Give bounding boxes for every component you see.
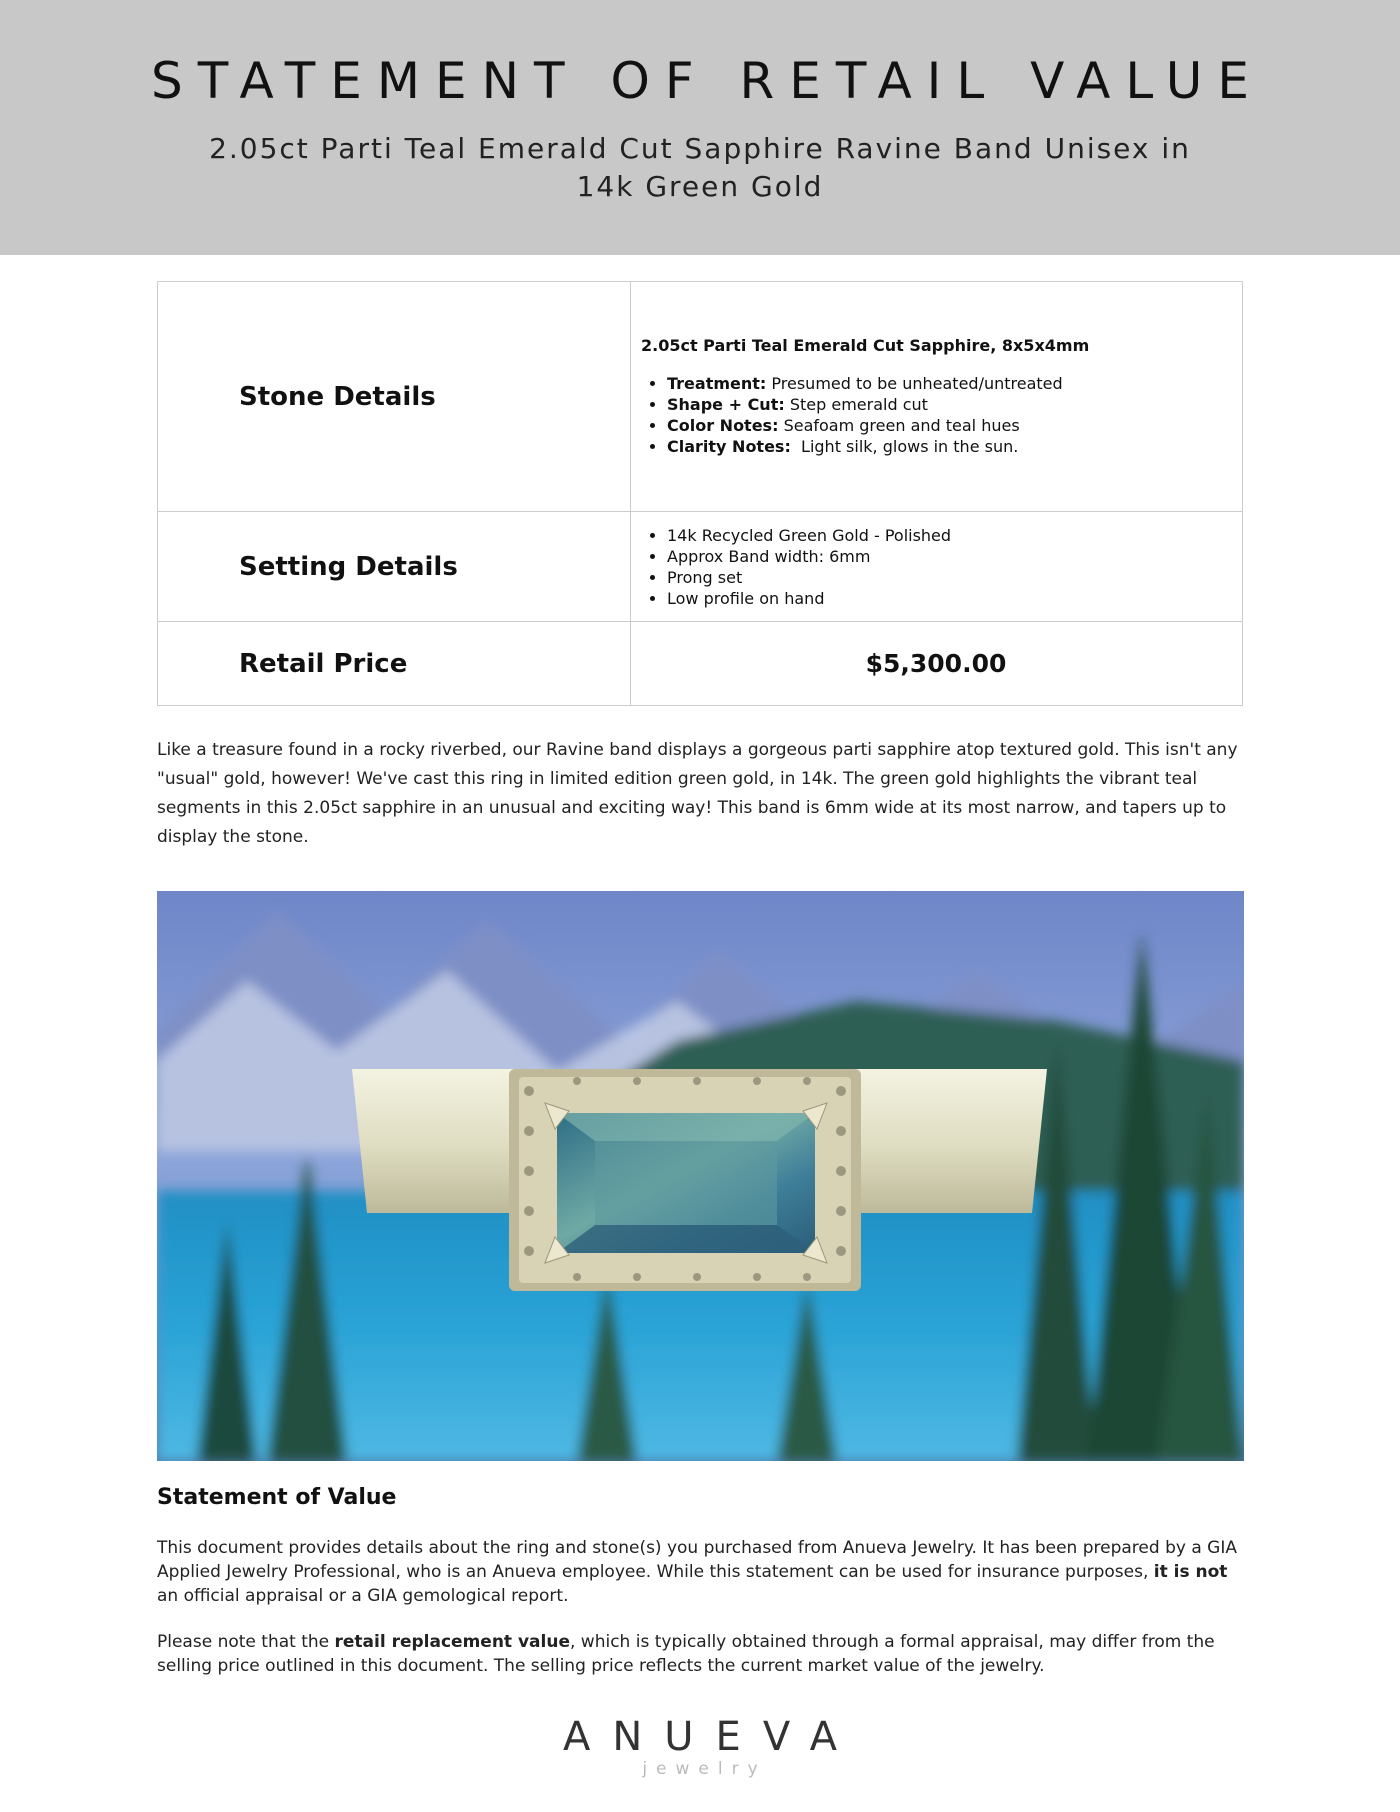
logo-subtext: jewelry bbox=[642, 1759, 767, 1779]
list-item: • Prong set bbox=[667, 567, 1241, 588]
product-description: Like a treasure found in a rocky riverbed, our Ravine band displays a gorgeous parti sapphire atop textured gold. This isn't any "usual" gold, however! We've cast this ring in limited edition green gold, in 14k. The green gold highlights the vibrant teal segments in this 2.05ct sapphire in an unusual and exciting way! This band is 6mm wide at its most narrow, and tapers up to display the stone. bbox=[157, 740, 1238, 847]
document-header bbox=[0, 0, 1400, 255]
statement-text: , which is typically obtained through a formal appraisal, may differ from the selling price outlined in this document. The selling price reflects the current market value of the jewelry. bbox=[157, 1632, 1215, 1676]
document-subtitle: 2.05ct Parti Teal Emerald Cut Sapphire Ravine Band Unisex in 14k Green Gold bbox=[209, 132, 1191, 203]
stone-details-list bbox=[641, 373, 1241, 457]
setting-details-list bbox=[641, 525, 1241, 609]
statement-emphasis: it is not bbox=[1153, 1562, 1228, 1582]
statement-paragraph-2 bbox=[157, 1630, 1247, 1678]
setting-details-row bbox=[158, 512, 1243, 622]
statement-text: This document provides details about the ring and stone(s) you purchased from Anueva Jewelry. It has been prepared by a GIA Applied Jewelry Professional, who is an Anueva employee. While this statement can be used for insurance purposes, bbox=[157, 1538, 1237, 1582]
statement-heading: Statement of Value bbox=[157, 1485, 397, 1510]
list-item: • Low profile on hand bbox=[667, 588, 1241, 609]
clarity-notes-value: Light silk, glows in the sun. bbox=[790, 437, 1019, 456]
retail-price-label: Retail Price bbox=[158, 622, 631, 706]
stone-heading: 2.05ct Parti Teal Emerald Cut Sapphire, 8x5x4mm bbox=[641, 336, 1090, 355]
retail-price-row bbox=[158, 622, 1243, 706]
list-item: • Approx Band width: 6mm bbox=[667, 546, 1241, 567]
list-item: • 14k Recycled Green Gold - Polished bbox=[667, 525, 1241, 546]
setting-details-label: Setting Details bbox=[158, 512, 631, 622]
retail-price-value: $5,300.00 bbox=[631, 622, 1243, 706]
color-notes-value: Seafoam green and teal hues bbox=[778, 416, 1020, 435]
logo-wordmark: ANUEVA bbox=[562, 1714, 859, 1760]
shape-cut-key: Shape + Cut: bbox=[667, 395, 785, 414]
clarity-notes-key: Clarity Notes: bbox=[667, 437, 791, 456]
statement-text: an official appraisal or a GIA gemological report. bbox=[157, 1586, 569, 1606]
anueva-logo bbox=[500, 1715, 900, 1779]
ring-photo bbox=[157, 891, 1244, 1461]
statement-emphasis: retail replacement value bbox=[334, 1632, 570, 1652]
details-table bbox=[157, 281, 1243, 706]
statement-paragraph-1 bbox=[157, 1536, 1247, 1608]
stone-details-label: Stone Details bbox=[158, 282, 631, 512]
list-item bbox=[667, 415, 1241, 436]
shape-cut-value: Step emerald cut bbox=[784, 395, 928, 414]
document-title: STATEMENT OF RETAIL VALUE bbox=[151, 52, 1264, 110]
list-item bbox=[667, 436, 1241, 457]
stone-details-value bbox=[631, 282, 1243, 512]
treatment-value: Presumed to be unheated/untreated bbox=[766, 374, 1063, 393]
list-item bbox=[667, 394, 1241, 415]
statement-text: Please note that the bbox=[157, 1632, 335, 1652]
color-notes-key: Color Notes: bbox=[667, 416, 779, 435]
stone-details-row bbox=[158, 282, 1243, 512]
treatment-key: Treatment: bbox=[667, 374, 767, 393]
setting-details-value bbox=[631, 512, 1243, 622]
list-item bbox=[667, 373, 1241, 394]
